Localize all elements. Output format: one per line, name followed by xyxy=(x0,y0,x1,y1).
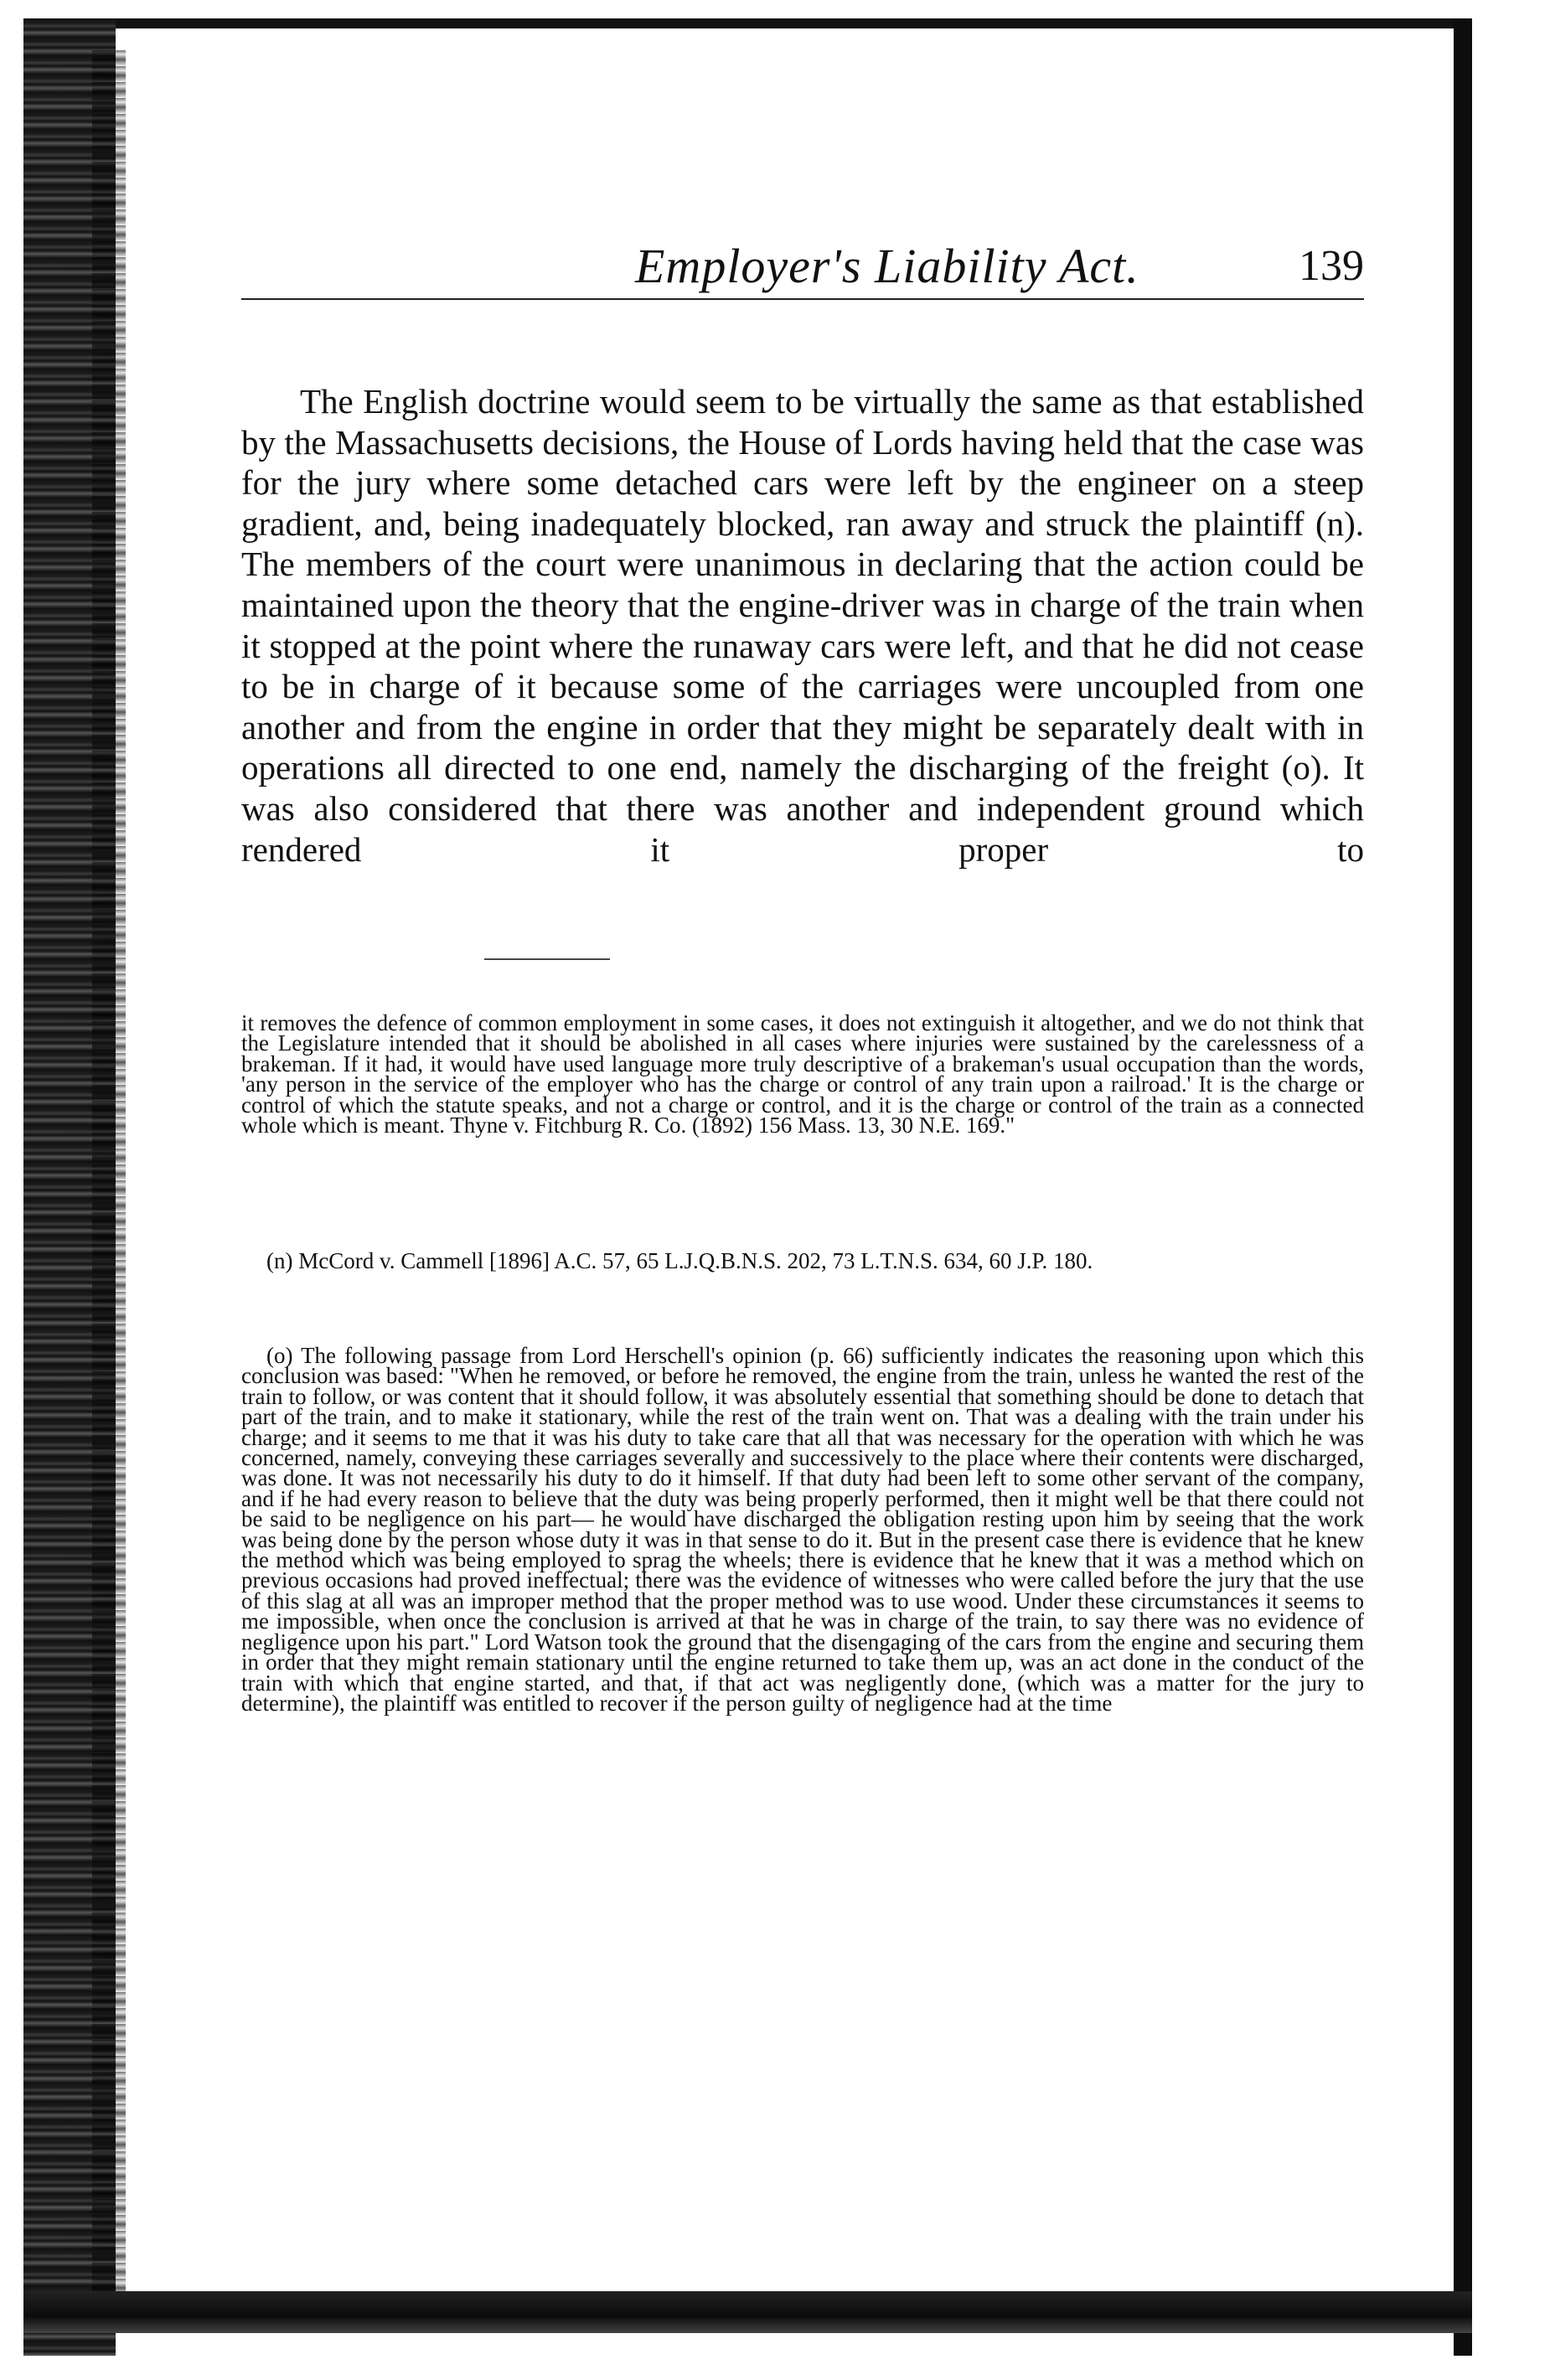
scan-border-left-grain xyxy=(92,50,126,2312)
footnote-separator xyxy=(484,958,610,960)
scan-border-bottom xyxy=(23,2291,1472,2333)
footnote-o: (o) The following passage from Lord Herschell's opinion (p. 66) sufficiently indicates the reasoning upon which this conclusion was based: "When he removed, or before he removed, the engine from the train, unless he wanted the rest of the train to follow, or was content that it should follow, it was absolutely essential that something should be done to detach that part of the train, and to make it stationary, while the rest of the train went on. That was a dealing with the train under his charge; and it seems to me that it was his duty to take care that all that was necessary for the operation with which he was concerned, namely, conveying these carriages severally and successively to the place where their contents were discharged, was done. It was not necessarily his duty to do it himself. If that duty had been left to some other servant of the company, and if he had every reason to believe that the duty was being properly performed, then it might well be that there could not be said to be negligence on his part— he would have discharged the obligation resting upon him by seeing that the work was being done by the person whose duty it was in that sense to do it. But in the present case there is evidence that he knew the method which was being employed to sprag the wheels; there is evidence that he knew that it was a method which on previous occasions had proved ineffectual; there was the evidence of witnesses who were called before the jury that the use of this slag at all was an improper method that the proper method was to use wood. Under these circumstances it seems to me impossible, when once the conclusion is arrived at that he was in charge of the train, to say there was no evidence of negligence upon his part." Lord Watson took the ground that the disengaging of the cars from the engine and securing them in order that they might remain stationary until the engine returned to take them up, was an act done in the conduct of the train with which that engine started, and that, if that act was negligently done, (which was a matter for the jury to determine), the plaintiff was entitled to recover if the person guilty of negligence had at the time xyxy=(241,1343,1364,1716)
footnote-n: (n) McCord v. Cammell [1896] A.C. 57, 65 L.J.Q.B.N.S. 202, 73 L.T.N.S. 634, 60 J.P. 180. xyxy=(266,1248,1093,1273)
scan-border-right xyxy=(1454,18,1472,2356)
page-header xyxy=(241,230,1364,297)
running-title: Employer's Liability Act. xyxy=(635,239,1139,293)
page-number: 139 xyxy=(1299,242,1364,290)
scan-border-top xyxy=(23,18,1472,28)
header-rule xyxy=(241,298,1364,300)
footnote-continuation: it removes the defence of common employment in some cases, it does not extinguish it altogether, and we do not think that the Legislature intended that it should be abolished in all cases where injuries were sustained by the carelessness of a brakeman. If it had, it would have used language more truly descriptive of a brakeman's usual occupation than the words, 'any person in the service of the employer who has the charge or control of any train upon a railroad.' It is the charge or control of which the statute speaks, and not a charge or control, and it is the charge or control of the train as a connected whole which is meant. Thyne v. Fitchburg R. Co. (1892) 156 Mass. 13, 30 N.E. 169." xyxy=(241,1010,1364,1138)
book-page xyxy=(126,28,1454,2290)
body-paragraph: The English doctrine would seem to be virtually the same as that established by the Massachusetts decisions, the House of Lords having held that the case was for the jury where some detached cars were left by the engineer on a steep gradient, and, being inadequately blocked, ran away and struck the plaintiff (n). The members of the court were unanimous in declaring that the action could be maintained upon the theory that the engine-driver was in charge of the train when it stopped at the point where the runaway cars were left, and that he did not cease to be in charge of it because some of the carriages were uncoupled from one another and from the engine in order that they might be separately dealt with in operations all directed to one end, namely the discharging of the freight (o). It was also considered that there was another and independent ground which rendered it proper to xyxy=(241,382,1364,869)
